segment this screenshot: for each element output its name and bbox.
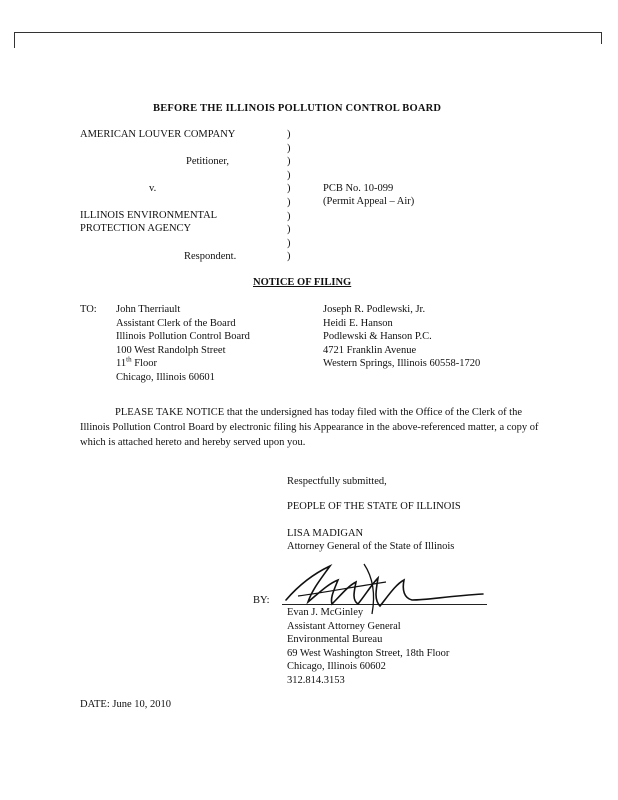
recipient-address-1 xyxy=(116,303,250,385)
caption-paren-column xyxy=(287,128,297,264)
recipient-city: Western Springs, Illinois 60558-1720 xyxy=(323,358,481,370)
signer-phone: 312.814.3153 xyxy=(287,674,345,686)
attorney-general-title: Attorney General of the State of Illinois xyxy=(287,541,455,552)
case-type: (Permit Appeal – Air) xyxy=(323,196,415,207)
recipient-org: Illinois Pollution Control Board xyxy=(116,331,250,343)
notice-title: NOTICE OF FILING xyxy=(253,277,352,288)
caption-paren: ) xyxy=(287,251,291,263)
caption-paren: ) xyxy=(287,156,291,168)
recipient-name: Joseph R. Podlewski, Jr. xyxy=(323,304,426,315)
signer-title: Assistant Attorney General xyxy=(287,620,401,632)
page-edge-right xyxy=(601,32,602,44)
caption-paren: ) xyxy=(287,237,291,249)
caption-paren: ) xyxy=(287,183,291,195)
by-label: BY: xyxy=(253,595,270,606)
respondent-role: Respondent. xyxy=(184,251,237,262)
signer-name: Evan J. McGinley xyxy=(287,607,364,618)
board-title: BEFORE THE ILLINOIS POLLUTION CONTROL BOARD xyxy=(153,103,442,114)
petitioner-name: AMERICAN LOUVER COMPANY xyxy=(80,129,236,140)
versus-label: v. xyxy=(149,183,157,194)
respondent-name-line2: PROTECTION AGENCY xyxy=(80,223,192,234)
signer-street: 69 West Washington Street, 18th Floor xyxy=(287,647,450,659)
recipient-floor xyxy=(116,357,250,371)
case-number: PCB No. 10-099 xyxy=(323,183,394,194)
caption-paren: ) xyxy=(287,142,291,154)
signer-division: Environmental Bureau xyxy=(287,634,383,646)
recipient-name: John Therriault xyxy=(116,304,181,315)
caption-paren: ) xyxy=(287,196,291,208)
page-edge-top xyxy=(14,32,602,33)
caption-paren: ) xyxy=(287,210,291,222)
floor-suffix: th xyxy=(126,355,132,364)
recipient-title: Assistant Clerk of the Board xyxy=(116,317,236,329)
recipient-street: 4721 Franklin Avenue xyxy=(323,344,417,356)
signer-address-block xyxy=(287,606,449,688)
party-name: PEOPLE OF THE STATE OF ILLINOIS xyxy=(287,501,461,512)
floor-word: Floor xyxy=(131,358,157,370)
signer-city: Chicago, Illinois 60602 xyxy=(287,661,386,673)
caption-paren: ) xyxy=(287,129,291,140)
petitioner-role: Petitioner, xyxy=(186,156,230,167)
attorney-general-name: LISA MADIGAN xyxy=(287,528,364,539)
respondent-name-line1: ILLINOIS ENVIRONMENTAL xyxy=(80,210,218,221)
caption-paren: ) xyxy=(287,224,291,236)
recipient-firm: Podlewski & Hanson P.C. xyxy=(323,331,432,343)
filing-date: DATE: June 10, 2010 xyxy=(80,699,171,710)
to-label: TO: xyxy=(80,304,97,315)
floor-number: 11 xyxy=(116,358,127,370)
recipient-city: Chicago, Illinois 60601 xyxy=(116,371,215,383)
page-edge-left xyxy=(14,32,15,48)
notice-body-paragraph: PLEASE TAKE NOTICE that the undersigned has today filed with the Office of the Clerk of the Illinois Pollution Control Board by electronic filing his Appearance in the above-referenced matter, a copy of which is attached hereto and hereby served upon you. xyxy=(80,407,539,448)
recipient-name-2: Heidi E. Hanson xyxy=(323,317,393,329)
recipient-street: 100 West Randolph Street xyxy=(116,344,226,356)
caption-paren: ) xyxy=(287,169,291,181)
recipient-address-2 xyxy=(323,303,480,371)
closing-text: Respectfully submitted, xyxy=(287,476,387,487)
